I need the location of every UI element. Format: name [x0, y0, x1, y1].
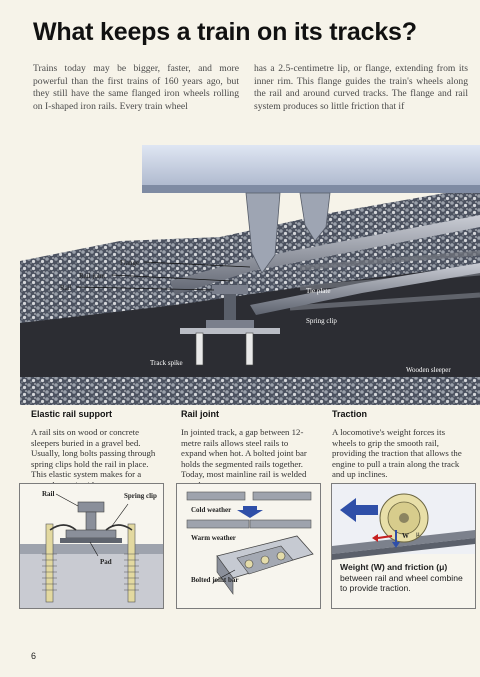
diagram-rail-joint [176, 483, 321, 609]
text-elastic-rail-support: A rail sits on wood or concrete sleepers buried in a gravel bed. Usually, long bolts passing through spring clips hold the rail in place. This elastic system makes for a [31, 427, 156, 480]
label-spring-clip-small: Spring clip [124, 492, 157, 500]
diagram-elastic-support [19, 483, 164, 609]
label-warm-weather: Warm weather [191, 534, 236, 542]
label-bolted-joint-bar: Bolted joint bar [191, 576, 239, 584]
traction-caption-bold: Weight (W) and friction (μ) [340, 562, 448, 572]
text-traction: A locomotive's weight forces its wheels to grip the smooth rail, providing the traction that allows the engine to pull a train along the track and up inclines. [332, 427, 462, 480]
traction-caption-rest: between rail and wheel combine to provide traction. [340, 572, 463, 594]
label-w: W [402, 532, 409, 540]
label-tie-plate: Tie plate [306, 287, 331, 295]
track-illustration [0, 145, 480, 405]
heading-traction: Traction [332, 409, 368, 419]
heading-rail-joint: Rail joint [181, 409, 219, 419]
intro-paragraph-right: has a 2.5-centimetre lip, or flange, extending from its inner rim. This flange guides the train's wheels along the rail and around curved tracks. The flange and rail system produces so little friction that if [254, 63, 468, 112]
label-rail: Rail [60, 284, 72, 292]
label-rail-small: Rail [42, 490, 55, 498]
label-flange: Flange [120, 259, 140, 267]
page-number: 6 [31, 651, 37, 661]
label-mu: μ [416, 530, 420, 538]
diagram-traction [331, 483, 476, 609]
label-spring-clip: Spring clip [306, 317, 337, 325]
label-track-spike: Track spike [150, 359, 183, 367]
heading-elastic-rail-support: Elastic rail support [31, 409, 113, 419]
label-cold-weather: Cold weather [191, 506, 232, 514]
label-rail-joint: Rail joint [79, 272, 106, 280]
text-rail-joint: In jointed track, a gap between 12-metre rails allows steel rails to expand when hot. A bolted joint bar holds the segmented rails together. Today, most mainline rail is welded [181, 427, 307, 480]
label-pad: Pad [100, 558, 112, 566]
intro-paragraph-left: Trains today may be bigger, faster, and more powerful than the first trains of 160 years ago, but they still have the same flanged iron wheels rolling on I-shaped iron rails. Every train wheel [33, 63, 239, 112]
label-wooden-sleeper: Wooden sleeper [406, 366, 451, 374]
traction-caption [340, 562, 468, 594]
page-title: What keeps a train on its tracks? [33, 18, 417, 46]
